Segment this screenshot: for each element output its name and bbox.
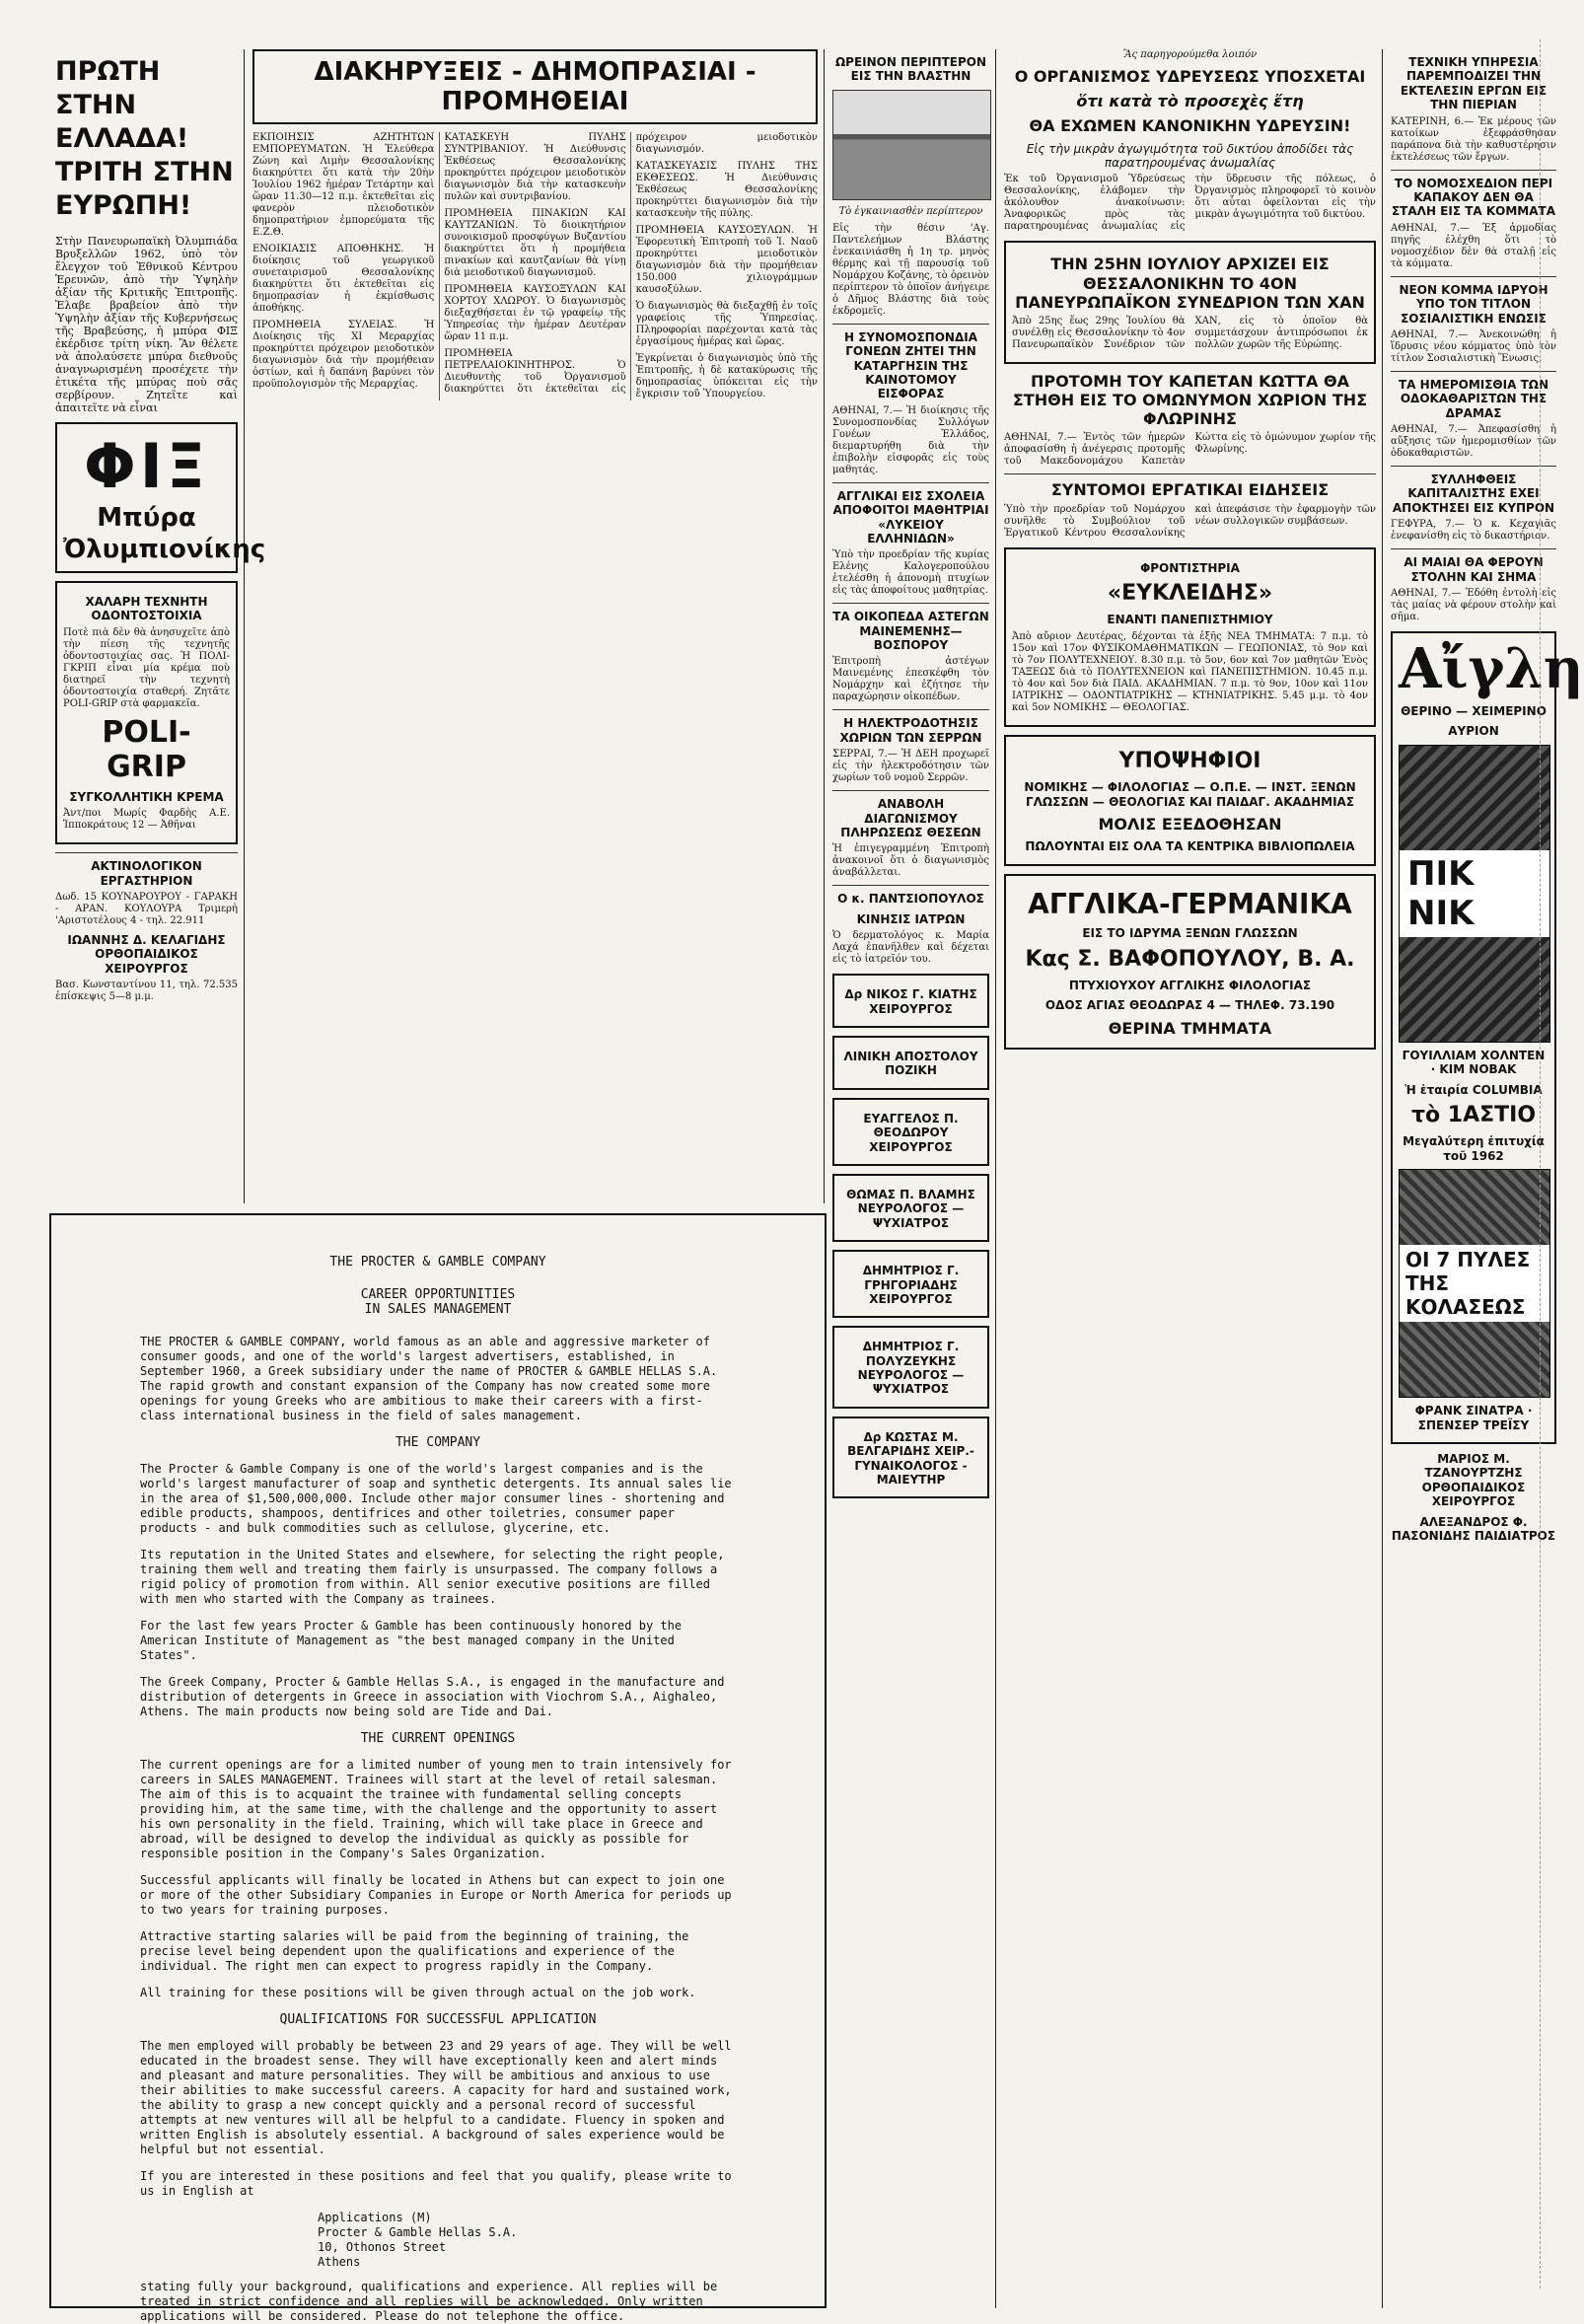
lab-title: ΑΚΤΙΝΟΛΟΓΙΚΟΝ ΕΡΓΑΣΤΗΡΙΟΝ — [91, 859, 202, 888]
candidates-ad — [1004, 735, 1376, 866]
candidates-foot: ΠΩΛΟΥΝΤΑΙ ΕΙΣ ΟΛΑ ΤΑ ΚΕΝΤΡΙΚΑ ΒΙΒΛΙΟΠΩΛΕΙΑ — [1025, 839, 1355, 854]
col-news-b — [998, 49, 1383, 2308]
tender-paragraph: ΕΝΟΙΚΙΑΣΙΣ ΑΠΟΘΗΚΗΣ. Ἡ διοίκησις τοῦ γεωργικοῦ συνεταιρισμοῦ Θεσσαλονίκης διακηρύττει ὅτι ἐκτεθεῖται εἰς δημοπρασίαν ἡ ἐκμίσθωσις ἀποθήκης. — [252, 244, 435, 314]
candidates-body: ΝΟΜΙΚΗΣ — ΦΙΛΟΛΟΓΙΑΣ — Ο.Π.Ε. — ΙΝΣΤ. ΞΕΝΩΝ ΓΛΩΣΣΩΝ — ΘΕΟΛΟΓΙΑΣ ΚΑΙ ΠΑΙΔΑΓ. ΑΚΑΔΗΜΙΑΣ — [1024, 780, 1356, 809]
pg-address — [318, 2211, 736, 2270]
water-deck: Εἰς τὴν μικρὰν ἀγωγιμότητα τοῦ δικτύου ἀποδίδει τὰς παρατηρουμένας ἀνωμαλίας — [1026, 141, 1354, 170]
pg-company-p3: For the last few years Procter & Gamble has been continuously honored by the American Institute of Management as "the best managed company in the United States". — [140, 1619, 683, 1662]
languages-name: Κας Σ. ΒΑΦΟΠΟΥΛΟΥ, Β. Α. — [1025, 946, 1355, 972]
pieria-headline: ΤΕΧΝΙΚΗ ΥΠΗΡΕΣΙΑ ΠΑΡΕΜΠΟΔΙΖΕΙ ΤΗΝ ΕΚΤΕΛΕΣΙΝ ΕΡΓΩΝ ΕΙΣ ΤΗΝ ΠΙΕΡΙΑΝ — [1400, 55, 1548, 112]
picnic-poster — [1399, 745, 1550, 1043]
pg-intro: THE PROCTER & GAMBLE COMPANY, world famous as an able and aggressive marketer of consumer goods, and one of the world's largest advertisers, established, in September 1960, a Greek subsidiary under the name of PROCTER & GAMBLE HELLAS S.A. The rapid growth and constant expansion of the Company has now created some more openings for young Greeks who are ambitious to make their careers with a first-class international business in the field of sales management. — [140, 1335, 718, 1422]
col-tenders — [247, 49, 825, 1203]
tenders-banner: ΔΙΑΚΗΡΥΞΕΙΣ - ΔΗΜΟΠΡΑΣΙΑΙ - ΠΡΟΜΗΘΕΙΑΙ — [252, 49, 818, 124]
bust-headline: ΠΡΟΤΟΜΗ ΤΟΥ ΚΑΠΕΤΑΝ ΚΩΤΤΑ ΘΑ ΣΤΗΘΗ ΕΙΣ ΤΟ ΟΜΩΝΥΜΟΝ ΧΩΡΙΟΝ ΤΗΣ ΦΛΩΡΙΝΗΣ — [1012, 371, 1368, 429]
pg-address-line: Athens — [318, 2255, 361, 2269]
pg-company-p4: The Greek Company, Procter & Gamble Hellas S.A., is engaged in the manufacture and distribution of detergents in Greece in association with Viochrom S.A., Aighaleo, Athens. The main products now being sold are Tide and Dai. — [140, 1675, 725, 1718]
doctor-card — [832, 974, 989, 1028]
seven-gates-stars: ΦΡΑΝΚ ΣΙΝΑΤΡΑ · ΣΠΕΝΣΕΡ ΤΡΕΪΣΥ — [1414, 1404, 1533, 1432]
col-right — [1385, 49, 1584, 2308]
party-body: ΑΘΗΝΑΙ, 7.— Ἀνεκοινώθη ἡ ἵδρυσις νέου κόμματος ὑπὸ τὸν τίτλον Σοσιαλιστικὴ Ἕνωσις. — [1391, 328, 1556, 364]
serres-headline: Η ΗΛΕΚΤΡΟΔΟΤΗΣΙΣ ΧΩΡΙΩΝ ΤΩΝ ΣΕΡΡΩΝ — [839, 716, 982, 745]
pg-company-p1: The Procter & Gamble Company is one of the world's largest companies and is the world's largest manufacturer of soap and synthetic detergents. Its annual sales lie in the area of $1,500,000,000. Include other major consumer lines - shortening and edible products, shampoos, dentifrices and other toiletries, consumer paper products - and bulk commodities such as cellulose, glycerine, etc. — [140, 1462, 732, 1535]
water-headline-b: ὅτι κατὰ τὸ προσεχὲς ἔτη — [1076, 92, 1304, 111]
tender-paragraph: ΠΡΟΜΗΘΕΙΑ ΠΙΝΑΚΙΩΝ ΚΑΙ ΚΑΥΤΖΑΝΙΩΝ. Τὸ διοικητήριον συνοικισμοῦ προσφύγων Βυζαντίου διακηρύττει ὅτι ἡ προμήθεια πινακίων καὶ καυτζανίων θὰ γίνῃ διὰ μειοδοτικοῦ διαγωνισμοῦ. — [444, 208, 626, 278]
doctor-card — [832, 1174, 989, 1242]
kiosk-caption: Τὸ ἐγκαινιασθὲν περίπτερον — [838, 205, 983, 217]
pantsiopoulos-headline: Ο κ. ΠΑΝΤΣΙΟΠΟΥΛΟΣ — [837, 892, 984, 907]
languages-title: ΑΓΓΛΙΚΑ-ΓΕΡΜΑΝΙΚΑ — [1028, 887, 1352, 920]
doctor-card — [832, 1036, 989, 1090]
picnic-stars: ΓΟΥΙΛΛΙΑΜ ΧΟΛΝΤΕΝ · ΚΙΜ ΝΟΒΑΚ — [1402, 1048, 1546, 1077]
polygrip-logo: POLI-GRIP — [102, 714, 191, 784]
pg-open-p3: Attractive starting salaries will be paid from the beginning of training, the precise level being dependent upon the qualifications and experience of the individual. The right men can expect to progress rapidly in the Company. — [140, 1929, 689, 1973]
kiosk-body: Εἰς τὴν θέσιν 'Αγ. Παντελεήμων Βλάστης ἐνεκαινιάσθη ἡ 1η τρ. μηνὸς θέρμης καὶ τῇ παρουσίᾳ τοῦ Νομάρχου Κοζάνης, τὸ ὀρεινὸν περίπτερον τὸ ὁποῖον ἀνήγειρε ὁ Δῆμος Βλάστης διὰ τοὺς ἐκδρομεῖς. — [832, 222, 989, 317]
pg-subtitle2: IN SALES MANAGEMENT — [364, 1302, 512, 1317]
pg-sec-qual: QUALIFICATIONS FOR SUCCESSFUL APPLICATION — [279, 2012, 597, 2027]
doctor-card — [832, 1326, 989, 1409]
fix-headline: ΠΡΩΤΗ ΣΤΗΝ ΕΛΛΑΔΑ! ΤΡΙΤΗ ΣΤΗΝ ΕΥΡΩΠΗ! — [55, 56, 234, 221]
cinema-sub: ΘΕΡΙΝΟ — ΧΕΙΜΕΡΙΝΟ — [1401, 704, 1547, 719]
plots-headline: ΤΑ ΟΙΚΟΠΕΔΑ ΑΣΤΕΓΩΝ ΜΑΙΝΕΜΕΝΗΣ—ΒΟΣΠΟΡΟΥ — [832, 610, 989, 653]
languages-sub: ΕΙΣ ΤΟ ΙΔΡΥΜΑ ΞΕΝΩΝ ΓΛΩΣΣΩΝ — [1082, 926, 1298, 941]
doctors-headline: ΚΙΝΗΣΙΣ ΙΑΤΡΩΝ — [856, 911, 966, 926]
serres-body: ΣΕΡΡΑΙ, 7.— Ἡ ΔΕΗ προχωρεῖ εἰς τὴν ἠλεκτροδότησιν τῶν χωρίων τοῦ νομοῦ Σερρῶν. — [832, 749, 989, 784]
tender-paragraph: ΚΑΤΑΣΚΕΥΑΣΙΣ ΠΥΛΗΣ ΤΗΣ ΕΚΘΕΣΕΩΣ. Ἡ Διεύθυνσις Ἐκθέσεως Θεσσαλονίκης προκηρύττει διαγωνισμὸν διὰ τὴν κατασκευὴν τῆς πύλης. — [635, 161, 818, 219]
pg-address-line: 10, Othonos Street — [318, 2240, 447, 2254]
pieria-body: ΚΑΤΕΡΙΝΗ, 6.— Ἐκ μέρους τῶν κατοίκων ἐξεφράσθησαν παράπονα διὰ τὴν καθυστέρησιν ἐκτελέσεως τῶν ἔργων. — [1391, 115, 1556, 163]
pg-company: THE PROCTER & GAMBLE COMPANY — [329, 1255, 546, 1270]
polygrip-ad — [55, 581, 238, 844]
cinema-ad — [1391, 631, 1584, 1444]
bust-body: ΑΘΗΝΑΙ, 7.— Ἐντὸς τῶν ἡμερῶν ἀποφασίσθη ἡ ἀνέγερσις προτομῆς τοῦ Μακεδονομάχου Καπετὰν Κώττα εἰς τὸ ὁμώνυμον χωρίον τῆς Φλωρίνης. — [1004, 432, 1376, 468]
doctor-name: ΙΩΑΝΝΗΣ Δ. ΚΕΛΑΓΙΔΗΣ ΟΡΘΟΠΑΙΔΙΚΟΣ ΧΕΙΡΟΥΡΓΟΣ — [67, 932, 226, 976]
picnic-title: ΠΙΚ ΝΙΚ — [1400, 850, 1549, 937]
languages-addr: ΟΔΟΣ ΑΓΙΑΣ ΘΕΟΔΩΡΑΣ 4 — ΤΗΛΕΦ. 73.190 — [1044, 998, 1335, 1013]
doc1-name: ΜΑΡΙΟΣ Μ. ΤΖΑΝΟΥΡΤΖΗΣ ΟΡΘΟΠΑΙΔΙΚΟΣ ΧΕΙΡΟΥΡΓΟΣ — [1421, 1451, 1526, 1509]
tender-paragraph: Ὁ διαγωνισμὸς θὰ διεξαχθῇ ἐν τοῖς γραφείοις τῆς Ὑπηρεσίας. Πληροφορίαι παρέχονται κατὰ τὰς ἐργασίμους ἡμέρας καὶ ὥρας. — [635, 301, 818, 347]
cinema-name: Αἴγλη — [1399, 636, 1584, 702]
efkleidis-ad — [1004, 547, 1376, 727]
seven-gates-title: ΟΙ 7 ΠΥΛΕΣ ΤΗΣ ΚΟΛΑΣΕΩΣ — [1400, 1245, 1549, 1322]
tender-paragraph: ΕΚΠΟΙΗΣΙΣ ΑΖΗΤΗΤΩΝ ΕΜΠΟΡΕΥΜΑΤΩΝ. Ἡ Ἐλεύθερα Ζώνη καὶ Λιμὴν Θεσσαλονίκης διακηρύττει ὅτι κατὰ τὴν 20ὴν Ἰουλίου 1962 ἡμέραν Τετάρτην καὶ ὥραν 11.30—12 π.μ. ἐκτεθεῖται εἰς φανερὸν πλειοδοτικὸν δημοπρατήριον ἐμπορεύματα τῆς Ε.Ζ.Θ. — [252, 132, 435, 238]
water-kicker: Ἃς παρηγορούμεθα λοιπόν — [1122, 49, 1258, 60]
kiosk-headline: ΩΡΕΙΝΟΝ ΠΕΡΙΠΤΕΡΟΝ ΕΙΣ ΤΗΝ ΒΛΑΣΤΗΝ — [834, 55, 987, 84]
congress-body: Ἀπὸ 25ης ἕως 29ης Ἰουλίου θὰ συνέλθῃ εἰς Θεσσαλονίκην τὸ 4ον Πανευρωπαϊκὸν Συνέδριον τῶν ΧΑΝ, εἰς τὸ ὁποῖον θὰ συμμετάσχουν ἀντιπρόσωποι ἐκ πολλῶν χωρῶν τῆς Εὐρώπης. — [1012, 315, 1368, 350]
languages-line: ΠΤΥΧΙΟΥΧΟΥ ΑΓΓΛΙΚΗΣ ΦΙΛΟΛΟΓΙΑΣ — [1068, 978, 1312, 992]
pg-address-line: Procter & Gamble Hellas S.A. — [318, 2225, 518, 2239]
postpone-headline: ΑΝΑΒΟΛΗ ΔΙΑΓΩΝΙΣΜΟΥ ΠΛΗΡΩΣΕΩΣ ΘΕΣΕΩΝ — [840, 797, 981, 840]
dental-title: ΧΑΛΑΡΗ ΤΕΧΝΗΤΗ ΟΔΟΝΤΟΣΤΟΙΧΙΑ — [85, 595, 208, 623]
congress-box — [1004, 241, 1376, 364]
efkleidis-label: ΦΡΟΝΤΙΣΤΗΡΙΑ — [1140, 560, 1240, 575]
water-headline: Ο ΟΡΓΑΝΙΣΜΟΣ ΥΔΡΕΥΣΕΩΣ ΥΠΟΣΧΕΤΑΙ — [1014, 67, 1366, 86]
drama-body: ΑΘΗΝΑΙ, 7.— Ἀπεφασίσθη ἡ αὔξησις τῶν ἡμερομισθίων τῶν ὁδοκαθαριστῶν. — [1391, 424, 1556, 460]
pg-sec-openings: THE CURRENT OPENINGS — [360, 1731, 516, 1746]
fix-logo-sub: Μπύρα Ὀλυμπιονίκης — [63, 503, 266, 564]
page-edge-column — [1540, 39, 1554, 2288]
pg-qual-p2: If you are interested in these positions and feel that you qualify, please write to us in English at — [140, 2169, 732, 2198]
tender-paragraph: ΠΡΟΜΗΘΕΙΑ ΚΑΥΣΟΞΥΛΩΝ ΚΑΙ ΧΟΡΤΟΥ ΧΛΩΡΟΥ. Ὁ διαγωνισμὸς διεξαχθήσεται ἐν τῷ γραφείῳ τῆς Ὑπηρεσίας τὴν ἡμέραν Δευτέραν ὥραν 11 π.μ. — [444, 284, 626, 342]
tobacco-body: ΑΘΗΝΑΙ, 7.— Ἐξ ἁρμοδίας πηγῆς ἐλέχθη ὅτι τὸ νομοσχέδιον δὲν θὰ σταλῇ εἰς τὰ κόμματα. — [1391, 222, 1556, 269]
tender-paragraph: ΚΑΤΑΣΚΕΥΗ ΠΥΛΗΣ ΣΥΝΤΡΙΒΑΝΙΟΥ. Ἡ Διεύθυνσις Ἐκθέσεως Θεσσαλονίκης προκηρύττει πρόχειρον μειοδοτικὸν διαγωνισμὸν διὰ τὴν κατασκευὴν πυλῶν καὶ συντριβανίου. — [444, 132, 626, 202]
doctor-name: ΔΗΜΗΤΡΙΟΣ Γ. ΓΡΗΓΟΡΙΑΔΗΣ ΧΕΙΡΟΥΡΓΟΣ — [862, 1264, 960, 1306]
water-headline-c: ΘΑ ΕΧΩΜΕΝ ΚΑΝΟΝΙΚΗΝ ΥΔΡΕΥΣΙΝ! — [1029, 116, 1351, 136]
candidates-tag: ΜΟΛΙΣ ΕΞΕΔΟΘΗΣΑΝ — [1098, 815, 1282, 834]
cyprus-body: ΓΕΦΥΡΑ, 7.— Ὁ κ. Κεχαγιᾶς ἐνεφανίσθη εἰς τὸ δικαστήριον. — [1391, 519, 1556, 543]
midwives-body: ΑΘΗΝΑΙ, 7.— Ἐδόθη ἐντολὴ εἰς τὰς μαίας νὰ φέρουν στολὴν καὶ σῆμα. — [1391, 588, 1556, 623]
tender-paragraph: ΠΡΟΜΗΘΕΙΑ ΣΥΛΕΙΑΣ. Ἡ Διοίκησις τῆς ΧΙ Μεραρχίας προκηρύττει πρόχειρον μειοδοτικὸν διαγωνισμὸν διὰ τὴν προμήθειαν ὀστίων, καὶ ἡ δαπάνη βαρύνει τὸν προϋπολογισμὸν τῆς Μεραρχίας. — [252, 320, 435, 390]
cyprus-headline: ΣΥΛΛΗΦΘΕΙΣ ΚΑΠΙΤΑΛΙΣΤΗΣ ΕΧΕΙ ΑΠΟΚΤΗΣΕΙ ΕΙΣ ΚΥΠΡΟΝ — [1392, 472, 1555, 515]
languages-ad — [1004, 874, 1376, 1050]
efkleidis-name: «ΕΥΚΛΕΙΔΗΣ» — [1107, 581, 1273, 607]
fix-body: Στὴν Πανευρωπαϊκὴ Ὀλυμπιάδα Βρυξελλῶν 1962, ὑπὸ τὸν ἔλεγχον τοῦ Ἐθνικοῦ Κέντρου Ἐρευνῶν, ἀπὸ τὴν Ὑψηλὴν ἀξίαν τῆς Κριτικῆς Ἐπιτροπῆς. Ἐλαβε βραβείον ἀπὸ τὴν Ὑψηλὴν ἀξίαν τῆς Κυβερνήσεως τῆς Βραβεύσης, ἡ μπύρα ΦΙΞ ἐκέρδισε τρίτη νίκη. Ἂν θέλετε νὰ ἀπολαύσετε μπύρα διεθνοῦς ἀναγνωρισμένη προσέχετε τὴν ἐτικέτα τῆς μπύρας ποὺ σᾶς σερβίρουν. Ζητεῖτε καὶ ἀπαιτεῖτε νὰ εἶναι — [55, 235, 238, 414]
doctor-card — [832, 1250, 989, 1318]
film2-studio: Ἡ ἑταιρία COLUMBIA — [1404, 1082, 1543, 1097]
postpone-body: Ἡ ἐπιγεγραμμένη Ἐπιτροπὴ ἀνακοινοῖ ὅτι ὁ διαγωνισμὸς ἀναβάλλεται. — [832, 843, 989, 879]
pg-address-line: Applications (M) — [318, 2211, 432, 2224]
drama-headline: ΤΑ ΗΜΕΡΟΜΙΣΘΙΑ ΤΩΝ ΟΔΟΚΑΘΑΡΙΣΤΩΝ ΤΗΣ ΔΡΑΜΑΣ — [1399, 377, 1548, 420]
efkleidis-body: Ἀπὸ αὔριον Δευτέρας, δέχονται τὰ ἑξῆς ΝΕΑ ΤΜΗΜΑΤΑ: 7 π.μ. τὸ 15ον καὶ 17ον ΦΥΣΙΚΟΜΑΘΗΜΑΤΙΚΩΝ — ΓΕΩΠΟΝΙΑΣ, τὸ 9ον καὶ τὸ 7ον ΠΟΛΥΤΕΧΝΕΙΟΥ. 8.30 π.μ. τὸ 5ον, 6ον καὶ 7ον μαθητῶν Ἐνὸς ΤΑΞΕΩΣ διὰ τὸ ΠΟΛΥΤΕΧΝΕΙΟΝ καὶ ΠΑΝΕΠΙΣΤΗΜΙΟΝ. 10.45 π.μ. τὸ 4ον καὶ 5ον διὰ ΠΑΙΔ. ΑΚΑΔΗΜΙΑΝ. 7 π.μ. τὸ 9ον, 10ον καὶ 11ον ΙΑΤΡΙΚΗΣ — ΟΔΟΝΤΙΑΤΡΙΚΗΣ — ΚΤΗΝΙΑΤΡΙΚΗΣ. 5.45 μ.μ. τὸ 4ον καὶ 5ον ΝΟΜΙΚΗΣ — ΘΕΟΛΟΓΙΑΣ. — [1012, 630, 1368, 713]
lyceum-body: Ὑπὸ τὴν προεδρίαν τῆς κυρίας Ελένης Καλογεροπούλου ἐτελέσθη ἡ ἀπονομὴ πτυχίων εἰς τὰς ἀποφοίτους μαθητρίας. — [832, 549, 989, 597]
midwives-headline: ΑΙ ΜΑΙΑΙ ΘΑ ΦΕΡΟΥΝ ΣΤΟΛΗΝ ΚΑΙ ΣΗΜΑ — [1404, 555, 1544, 584]
doctor-card — [832, 1098, 989, 1166]
doctor-card — [832, 1416, 989, 1499]
pg-qual-p1: The men employed will probably be between 23 and 29 years of age. They will be well educated in the broadest sense. They will have exceptionally keen and alert minds and pleasant and mature personalities. They will be ambitious and anxious to use their abilities to make successful careers. A capacity for hard and sustained work, the ability to grasp a new concept quickly and a personal record of successful attempts at new ventures will all be helpful to a candidate. Fluency in spoken and written English is absolutely essential. A background of sales experience would be helpful but not essential. — [140, 2039, 732, 2156]
seven-gates-poster — [1399, 1169, 1550, 1398]
congress-headline: ΤΗΝ 25ΗΝ ΙΟΥΛΙΟΥ ΑΡΧΙΖΕΙ ΕΙΣ ΘΕΣΣΑΛΟΝΙΚΗΝ ΤΟ 4ΟΝ ΠΑΝΕΥΡΩΠΑΪΚΟΝ ΣΥΝΕΔΡΙΟΝ ΤΩΝ ΧΑΝ — [1015, 254, 1365, 312]
pg-open-p4: All training for these positions will be given through actual on the job work. — [140, 1986, 696, 1999]
plots-body: Ἐπιτροπὴ ἀστέγων Μαινεμένης ἐπεσκέφθη τὸν Νομάρχην καὶ ἐζήτησε τὴν παραχώρησιν οἰκοπέδων. — [832, 656, 989, 703]
parents-body: ΑΘΗΝΑΙ, 7.— Ἡ διοίκησις τῆς Συνομοσπονδίας Συλλόγων Γονέων Ἑλλάδος, διεμαρτυρήθη διὰ τὴν ἐπιβολὴν εἰσφορᾶς εἰς τοὺς μαθητάς. — [832, 404, 989, 475]
tender-paragraph: ΠΡΟΜΗΘΕΙΑ ΚΑΥΣΟΞΥΛΩΝ. Ἡ Ἐφορευτικὴ Ἐπιτροπὴ τοῦ Ἱ. Ναοῦ προκηρύττει μειοδοτικὸν διαγωνισμὸν διὰ τὴν προμήθειαν 150.000 χιλιογράμμων καυσοξύλων. — [635, 225, 818, 295]
col-left — [49, 49, 266, 1203]
cinema-day: ΑΥΡΙΟΝ — [1448, 724, 1499, 739]
pg-company-p2: Its reputation in the United States and elsewhere, for selecting the right people, training them well and treating them fairly is unsurpassed. The company follows a rigid policy of promotion from within. All senior executive positions are filled with men who started with the Company as trainees. — [140, 1548, 725, 1606]
tenders-body — [252, 132, 818, 400]
fix-ad — [55, 422, 266, 573]
pg-open-p1: The current openings are for a limited number of young men to train intensively for careers in SALES MANAGEMENT. Trainees will start at the level of retail salesman. The aim of this is to acquaint the trainee with fundamental selling concepts providing him, at the same time, with the challenge and the opportunity to assert his own personality in the field. Training, which will take place in Greece and abroad, will be designed to develop the individual as quickly as possible for responsible position in the Company's Sales Organization. — [140, 1758, 732, 1860]
doctor-name: Δρ ΚΩΣΤΑΣ Μ. ΒΕΛΓΑΡΙΔΗΣ ΧΕΙΡ.-ΓΥΝΑΙΚΟΛΟΓΟΣ - ΜΑΙΕΥΤΗΡ — [847, 1429, 974, 1488]
tender-paragraph: Ἐγκρίνεται ὁ διαγωνισμὸς ὑπὸ τῆς Ἐπιτροπῆς, ἡ δὲ κατακύρωσις τῆς δημοπρασίας ὑπόκειται εἰς τὴν ἔγκρισιν τοῦ Ὑπουργείου. — [635, 353, 818, 399]
col-news-a — [827, 49, 996, 2308]
pg-open-p2: Successful applicants will finally be located in Athens but can expect to join one or more of the other Subsidiary Companies in Europe or North America for periods up to two years for training purposes. — [140, 1873, 732, 1917]
kiosk-photo — [832, 90, 991, 200]
pg-subtitle1: CAREER OPPORTUNITIES — [360, 1287, 516, 1302]
languages-foot: ΘΕΡΙΝΑ ΤΜΗΜΑΤΑ — [1108, 1018, 1272, 1038]
dental-body: Ποτὲ πιὰ δὲν θὰ ἀνησυχεῖτε ἀπὸ τὴν πίεση τῆς τεχνητῆς ὀδοντοστοιχίας σας. Ἡ ΠΟΛΙ-ΓΚΡΙΠ εἶναι μία κρέμα ποὺ διατηρεῖ τὴν τεχνητὴ ὀδοντοστοιχία σταθερή. Ζητᾶτε POLI-GRIP στὰ φαρμακεῖα. — [63, 626, 230, 709]
tender-paragraph: ΠΡΟΜΗΘΕΙΑ ΠΕΤΡΕΛΑΙΟΚΙΝΗΤΗΡΟΣ. Ὁ Διευθυντὴς τοῦ Ὀργανισμοῦ διακηρύττει ὅτι ἐκτεθεῖται εἰς πρόχειρον μειοδοτικὸν διαγωνισμόν. — [444, 132, 818, 395]
lab-body: Δωδ. 15 ΚΟΥΝΑΡΟΥΡΟΥ - ΓΑΡΑΚΗ - ΑΡΑΝ. ΚΟΥΛΟΥΡΑ Τριμερὴ 'Αριστοτέλους 4 - τηλ. 22.911 — [55, 891, 238, 926]
doctor-name: ΕΥΑΓΓΕΛΟΣ Π. ΘΕΟΔΩΡΟΥ ΧΕΙΡΟΥΡΓΟΣ — [863, 1111, 959, 1154]
doctor-name: ΘΩΜΑΣ Π. ΒΛΑΜΗΣ ΝΕΥΡΟΛΟΓΟΣ — ΨΥΧΙΑΤΡΟΣ — [846, 1187, 975, 1230]
candidates-title: ΥΠΟΨΗΦΙΟΙ — [1118, 748, 1261, 773]
labour-headline: ΣΥΝΤΟΜΟΙ ΕΡΓΑΤΙΚΑΙ ΕΙΔΗΣΕΙΣ — [1050, 480, 1330, 500]
fix-logo: ΦΙΞ — [84, 430, 209, 502]
labour-body: Ὑπὸ τὴν προεδρίαν τοῦ Νομάρχου συνῆλθε τὸ Συμβούλιον τοῦ Ἐργατικοῦ Κέντρου Θεσσαλονίκης καὶ ἀπεφάσισε τὴν ἐφαρμογὴν τῶν νέων συλλογικῶν συμβάσεων. — [1004, 503, 1376, 539]
pg-sec-company: THE COMPANY — [395, 1435, 481, 1450]
tobacco-headline: ΤΟ ΝΟΜΟΣΧΕΔΙΟΝ ΠΕΡΙ ΚΑΠΑΚΟΥ ΔΕΝ ΘΑ ΣΤΑΛΗ ΕΙΣ ΤΑ ΚΟΜΜΑΤΑ — [1391, 176, 1555, 219]
water-body: Ἐκ τοῦ Ὀργανισμοῦ Ὑδρεύσεως Θεσσαλονίκης, ἐλάβομεν τὴν ἀκόλουθον ἀνακοίνωσιν: Ἀναφορικῶς πρὸς τὰς παρατηρουμένας ἀνωμαλίας εἰς τὴν ὕδρευσιν τῆς πόλεως, ὁ Ὀργανισμὸς πληροφορεῖ τὸ κοινὸν ὅτι αὗται ὀφείλονται εἰς τὴν μικρὰν ἀγωγιμότητα τοῦ δικτύου. — [1004, 174, 1376, 233]
doctor-name: Δρ ΝΙΚΟΣ Γ. ΚΙΑΤΗΣ ΧΕΙΡΟΥΡΓΟΣ — [844, 987, 977, 1016]
polygrip-addr: Ἀντ/ποι Μωρίς Φαρδὴς Α.Ε. Ἱπποκράτους 12 — Ἀθῆναι — [63, 808, 230, 832]
efkleidis-sub: ΕΝΑΝΤΙ ΠΑΝΕΠΙΣΤΗΜΙΟΥ — [1107, 613, 1273, 627]
doctor-name: ΔΗΜΗΤΡΙΟΣ Γ. ΠΟΛΥΖΕΥΚΗΣ ΝΕΥΡΟΛΟΓΟΣ — ΨΥΧΙΑΤΡΟΣ — [857, 1340, 965, 1397]
doc2-name: ΑΛΕΞΑΝΔΡΟΣ Φ. ΠΑΣΟΝΙΔΗΣ ΠΑΙΔΙΑΤΡΟΣ — [1391, 1514, 1556, 1543]
polygrip-sub: ΣΥΓΚΟΛΛΗΤΙΚΗ ΚΡΕΜΑ — [69, 789, 224, 804]
film2-sub: Μεγαλύτερη ἐπιτυχία τοῦ 1962 — [1403, 1134, 1545, 1163]
pg-closing: stating fully your background, qualifications and experience. All replies will be treated in strict confidence and all replies will be acknowledged. Only written applications will be considered. Please do not telephone the office. — [140, 2280, 718, 2323]
doctor-name: ΛΙΝΙΚΗ ΑΠΟΣΤΟΛΟΥ ΠΟΖΙΚΗ — [843, 1049, 978, 1078]
film2-title: τὸ 1ΑΣΤΙΟ — [1410, 1102, 1537, 1127]
parents-headline: Η ΣΥΝΟΜΟΣΠΟΝΔΙΑ ΓΟΝΕΩΝ ΖΗΤΕΙ ΤΗΝ ΚΑΤΑΡΓΗΣΙΝ ΤΗΣ ΚΑΙΝΟΤΟΜΟΥ ΕΙΣΦΟΡΑΣ — [843, 329, 978, 401]
doctor-addr: Βασ. Κωνσταντίνου 11, τηλ. 72.535 ἐπίσκεψις 5—8 μ.μ. — [55, 980, 238, 1003]
lyceum-headline: ΑΓΓΛΙΚΑΙ ΕΙΣ ΣΧΟΛΕΙΑ ΑΠΟΦΟΙΤΟΙ ΜΑΘΗΤΡΙΑΙ «ΛΥΚΕΙΟΥ ΕΛΛΗΝΙΔΩΝ» — [832, 488, 989, 545]
doctors-body: Ὁ δερματολόγος κ. Μαρία Λαχά ἐπανῆλθεν καὶ δέχεται εἰς τὸ ἰατρεῖόν του. — [832, 930, 989, 966]
procter-gamble-ad — [49, 1213, 827, 2323]
party-headline: ΝΕΟΝ ΚΟΜΜΑ ΙΔΡΥΟΗ ΥΠΟ ΤΟΝ ΤΙΤΛΟΝ ΣΟΣΙΑΛΙΣΤΙΚΗ ΕΝΩΣΙΣ — [1399, 282, 1548, 326]
